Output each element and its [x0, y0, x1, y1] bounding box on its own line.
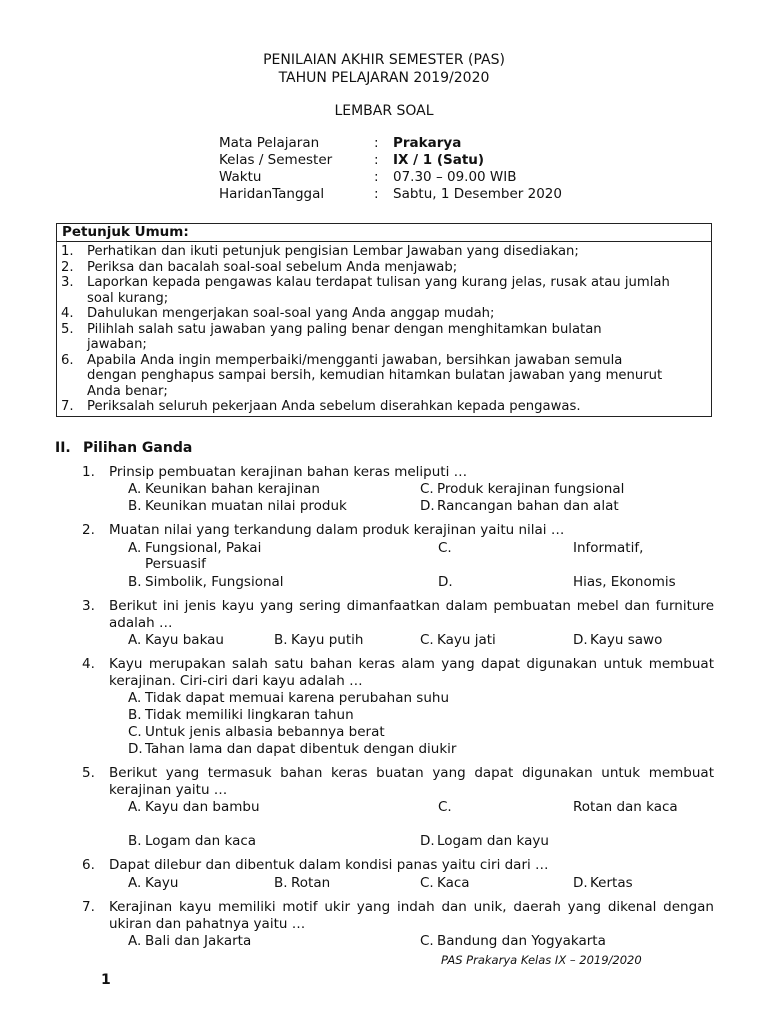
question-text: Kayu merupakan salah satu bahan keras alam yang dapat digunakan untuk membuat kerajinan. Ciri-ciri dari kayu adalah …	[109, 656, 714, 689]
info-value-subject: Prakarya	[393, 135, 462, 151]
option-d-text: Hias, Ekonomis	[573, 574, 676, 590]
option-a[interactable]: A. Kayu bakau	[128, 632, 224, 648]
option-b[interactable]: B. Logam dan kaca	[128, 833, 257, 849]
option-d[interactable]: D.	[438, 574, 453, 590]
info-label: Kelas / Semester	[219, 152, 333, 168]
option-c[interactable]: C. Untuk jenis albasia bebannya berat	[128, 724, 385, 740]
info-separator: :	[374, 186, 379, 202]
instructions-box	[56, 223, 712, 417]
option-c[interactable]: C. Produk kerajinan fungsional	[420, 481, 625, 497]
info-label: Mata Pelajaran	[219, 135, 320, 151]
option-c[interactable]: C.	[438, 799, 452, 815]
sheet-title: LEMBAR SOAL	[334, 103, 434, 119]
question-text: Kerajinan kayu memiliki motif ukir yang indah dan unik, daerah yang dikenal dengan ukiran dan pahatnya yaitu …	[109, 899, 714, 932]
option-b[interactable]: B. Rotan	[274, 875, 331, 891]
option-b[interactable]: B. Tidak memiliki lingkaran tahun	[128, 707, 354, 723]
section-number: II.	[55, 440, 71, 456]
option-a[interactable]: A. Kayu dan bambu	[128, 799, 260, 815]
option-c[interactable]: C. Kayu jati	[420, 632, 496, 648]
option-a[interactable]: A. Bali dan Jakarta	[128, 933, 252, 949]
instruction-text: Pilihlah salah satu jawaban yang paling benar dengan menghitamkan bulatan jawaban;	[87, 321, 602, 352]
question-text: Berikut ini jenis kayu yang sering dimanfaatkan dalam pembuatan mebel dan furniture adalah …	[109, 598, 714, 631]
info-value-class: IX / 1 (Satu)	[393, 152, 485, 168]
option-c[interactable]: C. Bandung dan Yogyakarta	[420, 933, 606, 949]
question-number: 5.	[82, 765, 95, 781]
info-value-time: 07.30 – 09.00 WIB	[393, 169, 517, 185]
option-c-text-cont: Persuasif	[145, 556, 206, 572]
instruction-num: 6.	[61, 352, 74, 368]
instruction-text: Periksalah seluruh pekerjaan Anda sebelum diserahkan kepada pengawas.	[87, 399, 581, 414]
info-separator: :	[374, 135, 379, 151]
option-c-text: Informatif,	[573, 540, 644, 556]
instruction-num: 1.	[61, 244, 74, 259]
option-a[interactable]: A. Kayu	[128, 875, 179, 891]
question-number: 2.	[82, 522, 95, 538]
academic-year: TAHUN PELAJARAN 2019/2020	[278, 70, 490, 86]
instruction-text: Dahulukan mengerjakan soal-soal yang Anda anggap mudah;	[87, 306, 495, 321]
instructions-title: Petunjuk Umum:	[57, 224, 711, 242]
instruction-text: Laporkan kepada pengawas kalau terdapat tulisan yang kurang jelas, rusak atau jumlah soal kurang;	[87, 275, 670, 306]
question-number: 4.	[82, 656, 95, 672]
instruction-num: 5.	[61, 321, 74, 337]
option-b[interactable]: B. Keunikan muatan nilai produk	[128, 498, 347, 514]
option-b[interactable]: B. Kayu putih	[274, 632, 364, 648]
option-d[interactable]: D. Kertas	[573, 875, 633, 891]
option-c[interactable]: C.	[438, 540, 452, 556]
question-text: Dapat dilebur dan dibentuk dalam kondisi panas yaitu ciri dari …	[109, 857, 549, 873]
instruction-num: 3.	[61, 275, 74, 290]
option-a[interactable]: A. Fungsional, Pakai	[128, 540, 262, 556]
question-number: 3.	[82, 598, 95, 614]
option-d[interactable]: D. Tahan lama dan dapat dibentuk dengan diukir	[128, 741, 457, 757]
info-label: HaridanTanggal	[219, 186, 325, 202]
instruction-text: Perhatikan dan ikuti petunjuk pengisian Lembar Jawaban yang disediakan;	[87, 244, 579, 259]
question-number: 7.	[82, 899, 95, 915]
instruction-num: 7.	[61, 399, 74, 414]
option-d[interactable]: D. Logam dan kayu	[420, 833, 549, 849]
page-number: 1	[101, 972, 111, 988]
exam-title: PENILAIAN AKHIR SEMESTER (PAS)	[263, 52, 505, 68]
info-separator: :	[374, 169, 379, 185]
option-d[interactable]: D. Kayu sawo	[573, 632, 663, 648]
option-d[interactable]: D. Rancangan bahan dan alat	[420, 498, 619, 514]
question-text: Prinsip pembuatan kerajinan bahan keras meliputi …	[109, 464, 468, 480]
instruction-num: 2.	[61, 259, 74, 275]
option-c-text: Rotan dan kaca	[573, 799, 678, 815]
info-value-date: Sabtu, 1 Desember 2020	[393, 186, 562, 202]
option-a[interactable]: A. Keunikan bahan kerajinan	[128, 481, 320, 497]
instruction-text: Periksa dan bacalah soal-soal sebelum Anda menjawab;	[87, 259, 458, 275]
info-label: Waktu	[219, 169, 262, 185]
section-title: Pilihan Ganda	[83, 440, 193, 456]
question-text: Berikut yang termasuk bahan keras buatan yang dapat digunakan untuk membuat kerajinan yaitu …	[109, 765, 714, 798]
instruction-num: 4.	[61, 306, 74, 321]
question-text: Muatan nilai yang terkandung dalam produk kerajinan yaitu nilai …	[109, 522, 565, 538]
question-number: 6.	[82, 857, 95, 873]
instruction-text: Apabila Anda ingin memperbaiki/mengganti jawaban, bersihkan jawaban semula dengan penghapus sampai bersih, kemudian hitamkan bulatan jawaban yang menurut Anda benar;	[87, 352, 663, 399]
option-a[interactable]: A. Tidak dapat memuai karena perubahan suhu	[128, 690, 450, 706]
option-c[interactable]: C. Kaca	[420, 875, 470, 891]
option-b[interactable]: B. Simbolik, Fungsional	[128, 574, 284, 590]
question-number: 1.	[82, 464, 95, 480]
page-footer: PAS Prakarya Kelas IX – 2019/2020	[441, 953, 642, 967]
info-separator: :	[374, 152, 379, 168]
